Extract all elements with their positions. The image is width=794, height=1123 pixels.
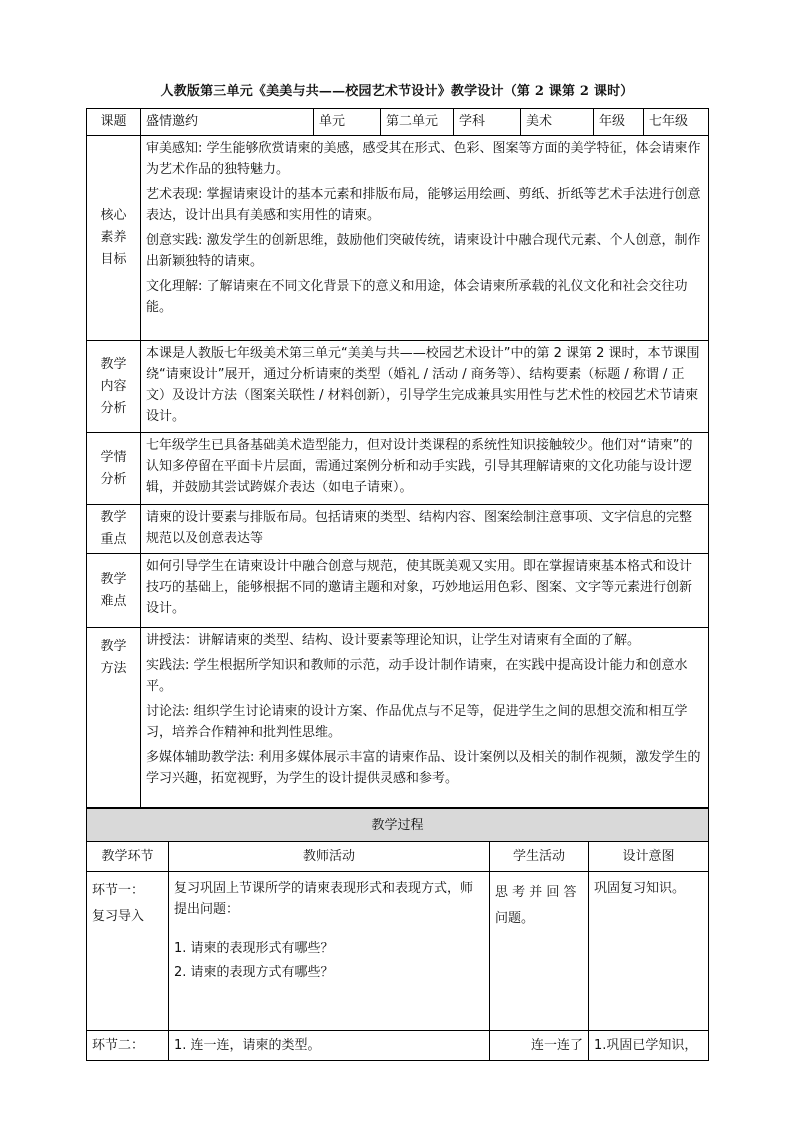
student-analysis-text: 七年级学生已具备基础美术造型能力，但对设计类课程的系统性知识接触较少。他们对“请柬”的认知多停留在平面卡片层面，需通过案例分析和动手实践，引导其理解请柬的文化功能与设计逻辑，并鼓励其尝试跨媒介表达（如电子请柬）。 [141, 433, 709, 505]
difficulty-text: 如何引导学生在请柬设计中融合创意与规范，使其既美观又实用。即在掌握请柬基本格式和设计技巧的基础上，能够根据不同的邀请主题和对象，巧妙地运用色彩、图案、文字等元素进行创新设计。 [141, 554, 709, 628]
unit-value: 第二单元 [381, 109, 454, 136]
lecture-method-text: 讲授法：讲解请柬的类型、结构、设计要素等理论知识，让学生对请柬有全面的了解。 [146, 633, 641, 648]
process-heading: 教学过程 [87, 809, 709, 842]
methods-content [141, 628, 709, 808]
key-points-label: 教学 重点 [87, 505, 141, 554]
content-analysis-text: 本课是人教版七年级美术第三单元“美美与共——校园艺术设计”中的第 2 课第 2 课时，本节课围绕“请柬设计”展开，通过分析请柬的类型（婚礼 / 活动 / 商务等）、结构要素（标题 / 称谓 / 正文）及设计方法（图案关联性 / 材料创新），引导学生完成兼具实用性与艺术性的校园艺术节请柬设计。 [141, 341, 709, 433]
process-row [87, 1031, 709, 1061]
teacher-activity-cell [169, 872, 490, 1031]
methods-label: 教学 方法 [87, 628, 141, 808]
design-intent-cell: 巩固复习知识。 [589, 872, 709, 1031]
column-header-stage: 教学环节 [87, 842, 169, 872]
student-activity-cell: 思 考 并 回 答 问题。 [490, 872, 589, 1031]
lesson-info-table [86, 108, 709, 808]
core-literacy-label: 核心 素养 目标 [87, 136, 141, 341]
stage-cell: 环节一： 复习导入 [87, 872, 169, 1031]
key-points-row [87, 505, 709, 554]
content-analysis-label: 教学 内容 分析 [87, 341, 141, 433]
process-column-headers [87, 842, 709, 872]
info-row [87, 109, 709, 136]
art-expression-text: 艺术表现: 掌握请柬设计的基本元素和排版布局，能够运用绘画、剪纸、折纸等艺术手法进行创意表达，设计出具有美感和实用性的请柬。 [146, 187, 701, 223]
topic-value: 盛情邀约 [141, 109, 314, 136]
core-literacy-row [87, 136, 709, 341]
subject-label: 学科 [454, 109, 521, 136]
process-row [87, 872, 709, 1031]
column-header-student: 学生活动 [490, 842, 589, 872]
column-header-teacher: 教师活动 [169, 842, 490, 872]
teacher-activity-text: 复习巩固上节课所学的请柬表现形式和表现方式，师提出问题： [174, 881, 474, 917]
unit-label: 单元 [314, 109, 381, 136]
student-analysis-row [87, 433, 709, 505]
grade-value: 七年级 [644, 109, 709, 136]
grade-label: 年级 [594, 109, 644, 136]
discussion-method-text: 讨论法: 组织学生讨论请柬的设计方案、作品优点与不足等，促进学生之间的思想交流和相互学习，培养合作精神和批判性思维。 [146, 704, 688, 740]
question-list [174, 938, 484, 983]
multimedia-method-text: 多媒体辅助教学法: 利用多媒体展示丰富的请柬作品、设计案例以及相关的制作视频，激发学生的学习兴趣，拓宽视野，为学生的设计提供灵感和参考。 [146, 750, 701, 786]
cultural-understanding-text: 文化理解: 了解请柬在不同文化背景下的意义和用途，体会请柬所承载的礼仪文化和社会交往功能。 [146, 279, 688, 315]
process-heading-row [87, 809, 709, 842]
design-intent-cell: 1.巩固已学知识， [589, 1031, 709, 1061]
content-analysis-row [87, 341, 709, 433]
teacher-activity-cell: 1. 连一连，请柬的类型。 [169, 1031, 490, 1061]
methods-row [87, 628, 709, 808]
core-literacy-content [141, 136, 709, 341]
difficulty-row [87, 554, 709, 628]
subject-value: 美术 [521, 109, 594, 136]
question-item: 1. 请柬的表现形式有哪些？ [174, 941, 334, 956]
stage-cell: 环节二： [87, 1031, 169, 1061]
document-title: 人教版第三单元《美美与共——校园艺术节设计》教学设计（第 2 课第 2 课时） [160, 84, 634, 99]
creative-practice-text: 创意实践: 激发学生的创新思维，鼓励他们突破传统，请柬设计中融合现代元素、个人创意，制作出新颖独特的请柬。 [146, 233, 701, 269]
column-header-intent: 设计意图 [589, 842, 709, 872]
difficulty-label: 教学 难点 [87, 554, 141, 628]
student-activity-cell: 连一连了 [490, 1031, 589, 1061]
teaching-process-table [86, 808, 709, 1061]
topic-label: 课题 [87, 109, 141, 136]
key-points-text: 请柬的设计要素与排版布局。包括请柬的类型、结构内容、图案绘制注意事项、文字信息的完整规范以及创意表达等 [141, 505, 709, 554]
practice-method-text: 实践法: 学生根据所学知识和教师的示范，动手设计制作请柬，在实践中提高设计能力和创意水平。 [146, 658, 688, 694]
aesthetic-perception-text: 审美感知: 学生能够欣赏请柬的美感，感受其在形式、色彩、图案等方面的美学特征，体会请柬作为艺术作品的独特魅力。 [146, 141, 701, 177]
question-item: 2. 请柬的表现方式有哪些？ [174, 965, 334, 980]
student-analysis-label: 学情 分析 [87, 433, 141, 505]
